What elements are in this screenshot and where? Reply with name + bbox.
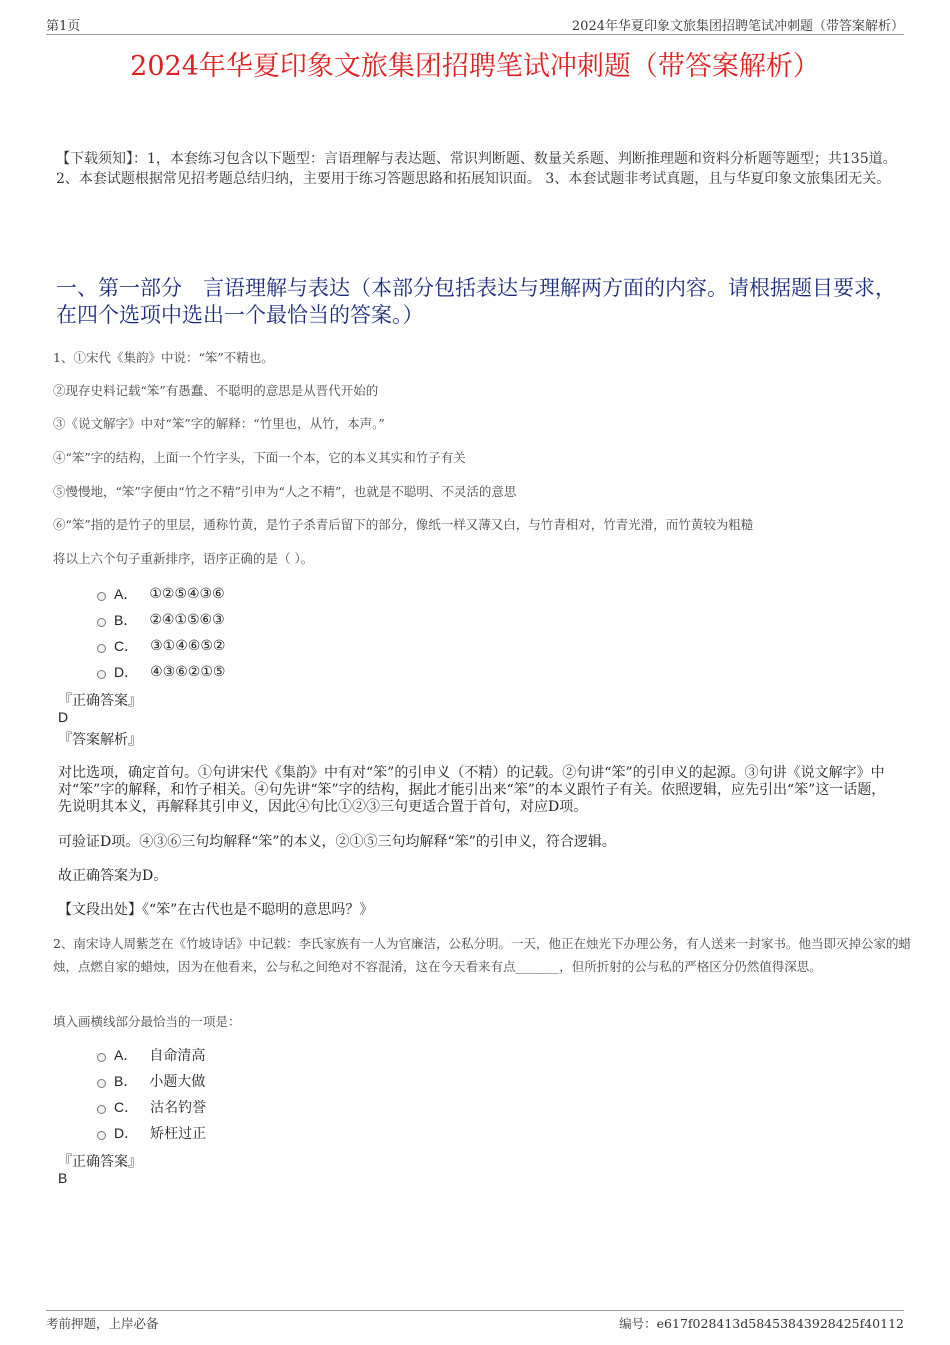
option-label: C．	[114, 638, 139, 654]
option-label: B．	[114, 1073, 138, 1089]
q1-analysis-paragraph-2: 可验证D项。④③⑥三句均解释“笨”的本义，②①⑤三句均解释“笨”的引申义，符合逻辑。	[58, 834, 616, 850]
header-divider	[46, 34, 904, 35]
running-header-title: 2024年华夏印象文旅集团招聘笔试冲刺题（带答案解析）	[571, 19, 904, 34]
option-label: A．	[114, 1047, 138, 1063]
option-text: 小题大做	[149, 1074, 206, 1090]
q1-option-c[interactable]	[97, 636, 225, 656]
option-text: ③①④⑥⑤②	[150, 638, 226, 654]
radio-icon[interactable]	[97, 1079, 106, 1088]
option-label: B．	[114, 612, 138, 628]
document-title: 2024年华夏印象文旅集团招聘笔试冲刺题（带答案解析）	[130, 51, 820, 82]
q1-sentence-3: ③《说文解字》中对“笨”字的解释：“竹里也，从竹，本声。”	[53, 416, 385, 431]
option-label: D．	[114, 664, 139, 680]
q1-option-d[interactable]	[97, 662, 225, 682]
option-text: 矫枉过正	[150, 1126, 207, 1142]
q2-option-c[interactable]	[97, 1097, 206, 1117]
page-number: 第1页	[46, 19, 81, 34]
option-label: A．	[114, 586, 138, 602]
option-text: ④③⑥②①⑤	[150, 664, 226, 680]
q1-sentence-5: ⑤慢慢地，“笨”字便由“竹之不精”引申为“人之不精”，也就是不聪明、不灵活的意思	[53, 484, 517, 499]
q2-option-a[interactable]	[97, 1045, 205, 1065]
download-notice: 【下载须知】：1，本套练习包含以下题型：言语理解与表达题、常识判断题、数量关系题、判断推理题和资料分析题等题型；共135道。 2、本套试题根据常见招考题总结归纳，主要用于练习答题思路和拓展知识面。 3、本套试题非考试真题，且与华夏印象文旅集团无关。	[56, 151, 897, 187]
radio-icon[interactable]	[97, 670, 106, 679]
radio-icon[interactable]	[97, 1105, 106, 1114]
option-text: 自命清高	[149, 1048, 206, 1064]
q1-analysis-paragraph-3: 故正确答案为D。	[58, 868, 168, 884]
q1-sentence-1: 1、①宋代《集韵》中说：“笨”不精也。	[53, 350, 274, 365]
radio-icon[interactable]	[97, 1053, 106, 1062]
footer-slogan: 考前押题，上岸必备	[46, 1316, 159, 1331]
radio-icon[interactable]	[97, 592, 106, 601]
radio-icon[interactable]	[97, 618, 106, 627]
q1-answer: D	[58, 709, 69, 725]
footer-divider	[46, 1310, 904, 1311]
q2-stem: 2、南宋诗人周紫芝在《竹坡诗话》中记载：李氏家族有一人为官廉洁，公私分明。一天，他正在烛光下办理公务，有人送来一封家书。他当即灭掉公家的蜡烛，点燃自家的蜡烛，因为在他看来，公与私之间绝对不容混淆，这在今天看来有点_______，但所折射的公与私的严格区分仍然值得深思。	[53, 936, 911, 974]
q1-option-b[interactable]	[97, 610, 225, 630]
q2-answer-label: 『正确答案』	[58, 1154, 142, 1170]
q2-option-b[interactable]	[97, 1071, 205, 1091]
option-text: ②④①⑤⑥③	[149, 612, 225, 628]
section-heading: 一、第一部分 言语理解与表达（本部分包括表达与理解两方面的内容。请根据题目要求，在四个选项中选出一个最恰当的答案。）	[56, 276, 896, 327]
q1-sentence-4: ④“笨”字的结构，上面一个竹字头，下面一个本，它的本义其实和竹子有关	[53, 450, 466, 465]
option-text: 沽名钓誉	[150, 1100, 207, 1116]
q1-analysis-paragraph-1: 对比选项，确定首句。①句讲宋代《集韵》中有对“笨”的引申义（不精）的记载。②句讲“笨”的引申义的起源。③句讲《说文解字》中对“笨”字的解释，和竹子相关。④句先讲“笨”字的结构，据此才能引出来“笨”的本义跟竹子有关。依照逻辑，应先引出“笨”这一话题，先说明其本义，再解释其引申义，因此④句比①②③三句更适合置于首句，对应D项。	[58, 765, 886, 815]
option-label: C．	[114, 1099, 139, 1115]
footer-serial-number: 编号：e617f028413d58453843928425f40112	[619, 1316, 904, 1331]
option-label: D．	[114, 1125, 139, 1141]
q1-source: 【文段出处】《“笨”在古代也是不聪明的意思吗？》	[58, 902, 374, 918]
q1-sentence-6: ⑥“笨”指的是竹子的里层，通称竹黄，是竹子杀青后留下的部分，像纸一样又薄又白，与竹青相对，竹青光滑，而竹黄较为粗糙	[53, 517, 754, 532]
q1-prompt: 将以上六个句子重新排序，语序正确的是（ ）。	[53, 551, 314, 566]
q1-analysis-label: 『答案解析』	[58, 732, 142, 748]
radio-icon[interactable]	[97, 644, 106, 653]
radio-icon[interactable]	[97, 1131, 106, 1140]
q2-prompt: 填入画横线部分最恰当的一项是：	[53, 1014, 241, 1029]
q1-sentence-2: ②现存史料记载“笨”有愚蠢、不聪明的意思是从晋代开始的	[53, 383, 379, 398]
q1-option-a[interactable]	[97, 584, 225, 604]
q1-answer-label: 『正确答案』	[58, 693, 142, 709]
q2-answer: B	[58, 1170, 68, 1186]
q2-option-d[interactable]	[97, 1123, 206, 1143]
option-text: ①②⑤④③⑥	[149, 586, 225, 602]
